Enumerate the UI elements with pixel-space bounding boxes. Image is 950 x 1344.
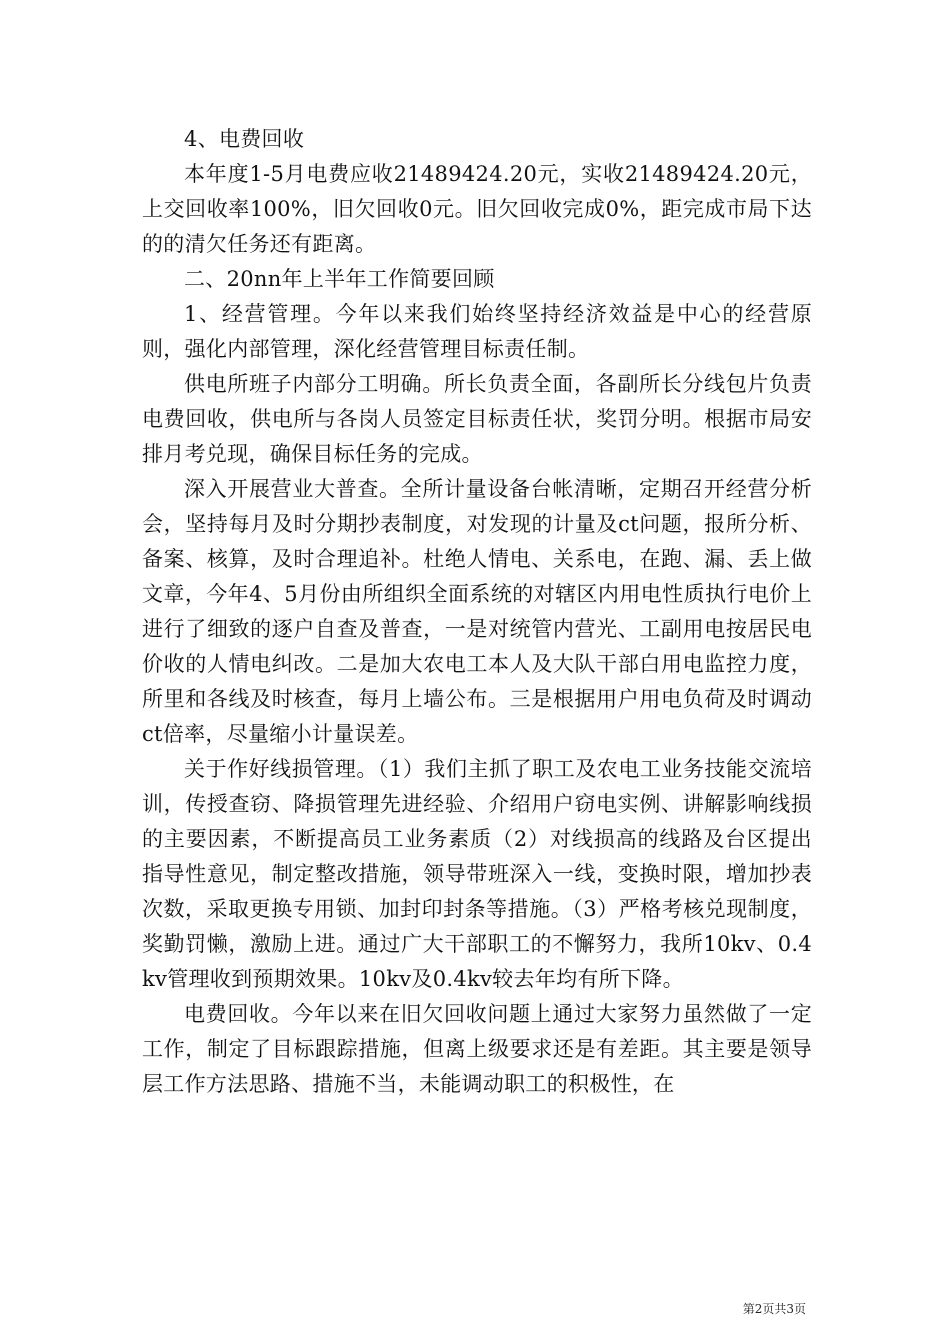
- paragraph-business-management: 1、经营管理。今年以来我们始终坚持经济效益是中心的经营原则，强化内部管理，深化经营管理目标责任制。: [142, 302, 812, 361]
- section-heading-review: 二、20nn年上半年工作简要回顾: [184, 267, 495, 291]
- paragraph-division-of-labor: 供电所班子内部分工明确。所长负责全面，各副所长分线包片负责电费回收，供电所与各岗人员签定目标责任状，奖罚分明。根据市局安排月考兑现，确保目标任务的完成。: [142, 372, 812, 466]
- page-number: 第2页共3页: [742, 1302, 806, 1316]
- section-heading-fee-collection: 4、电费回收: [184, 127, 305, 151]
- paragraph-fee-figures: 本年度1-5月电费应收21489424.20元，实收21489424.20元，上交回收率100%，旧欠回收0元。旧欠回收完成0%，距完成市局下达的的清欠任务还有距离。: [142, 162, 812, 256]
- paragraph-line-loss: 关于作好线损管理。（1）我们主抓了职工及农电工业务技能交流培训，传授查窃、降损管理先进经验、介绍用户窃电实例、讲解影响线损的主要因素，不断提高员工业务素质（2）对线损高的线路及台区提出指导性意见，制定整改措施，领导带班深入一线，变换时限，增加抄表次数，采取更换专用锁、加封印封条等措施。（3）严格考核兑现制度，奖勤罚懒，激励上进。通过广大干部职工的不懈努力，我所10kv、0.4kv管理收到预期效果。10kv及0.4kv较去年均有所下降。: [142, 757, 812, 991]
- document-body: [142, 122, 812, 1102]
- paragraph-fee-recovery: 电费回收。今年以来在旧欠回收问题上通过大家努力虽然做了一定工作，制定了目标跟踪措施，但离上级要求还是有差距。其主要是领导层工作方法思路、措施不当，未能调动职工的积极性，在: [142, 1002, 812, 1096]
- paragraph-business-survey: 深入开展营业大普查。全所计量设备台帐清晰，定期召开经营分析会，坚持每月及时分期抄表制度，对发现的计量及ct问题，报所分析、备案、核算，及时合理追补。杜绝人情电、关系电，在跑、漏、丢上做文章，今年4、5月份由所组织全面系统的对辖区内用电性质执行电价上进行了细致的逐户自查及普查，一是对统管内营光、工副用电按居民电价收的人情电纠改。二是加大农电工本人及大队干部白用电监控力度，所里和各线及时核查，每月上墙公布。三是根据用户用电负荷及时调动ct倍率，尽量缩小计量误差。: [142, 477, 812, 746]
